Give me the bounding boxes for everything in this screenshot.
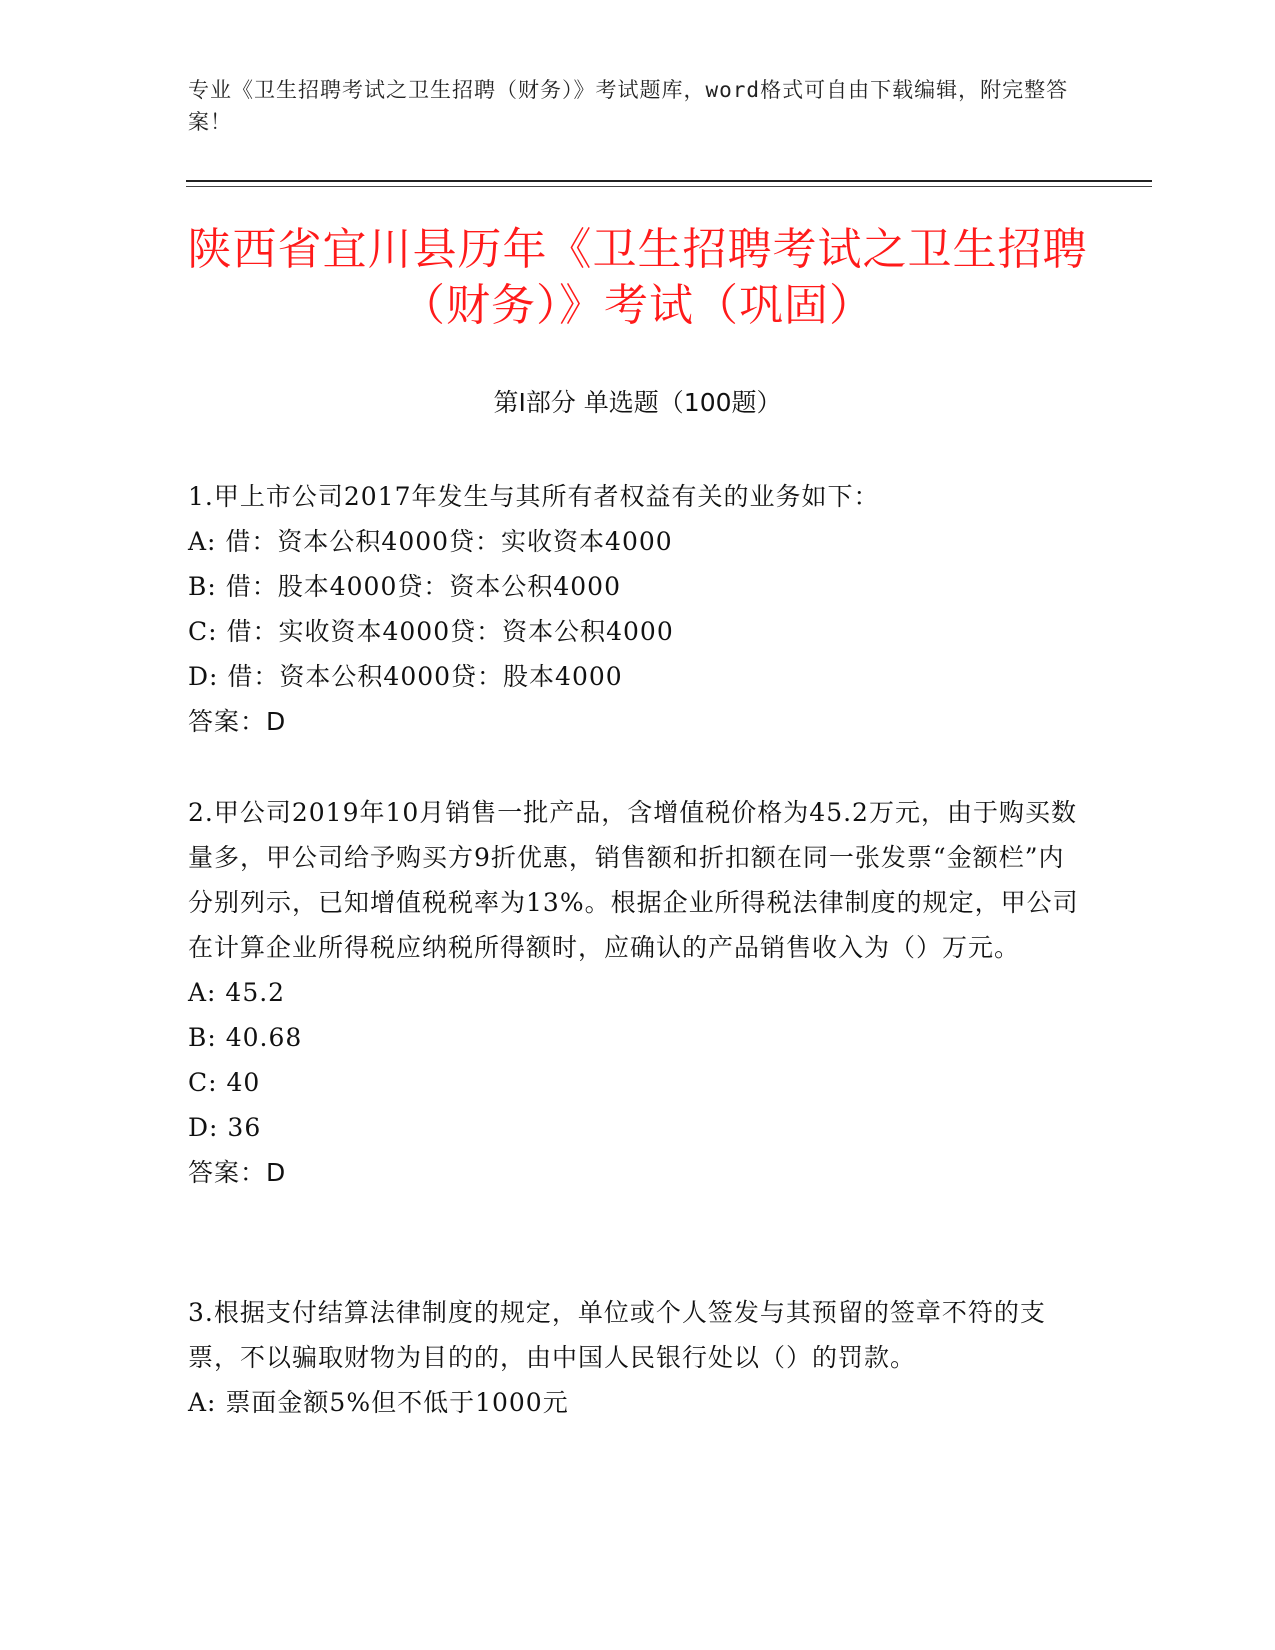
option-b: B: 借：股本4000贷：资本公积4000: [188, 572, 621, 601]
header-note: 专业《卫生招聘考试之卫生招聘（财务）》考试题库，word格式可自由下载编辑，附完整答案！: [188, 78, 1069, 134]
option-d: D: 借：资本公积4000贷：股本4000: [188, 662, 623, 691]
option-c: C: 40: [188, 1068, 261, 1097]
question-3: [188, 1290, 1088, 1425]
option-d: D: 36: [188, 1113, 262, 1142]
question-stem: 1.甲上市公司2017年发生与其所有者权益有关的业务如下：: [188, 482, 880, 511]
option-a: A: 票面金额5%但不低于1000元: [188, 1388, 569, 1417]
header-divider-thick: [186, 180, 1152, 182]
question-stem: 2.甲公司2019年10月销售一批产品，含增值税价格为45.2万元，由于购买数量多，甲公司给予购买方9折优惠，销售额和折扣额在同一张发票“金额栏”内分别列示，已知增值税税率为13%。根据企业所得税法律制度的规定，甲公司在计算企业所得税应纳税所得额时，应确认的产品销售收入为（）万元。: [188, 798, 1079, 962]
document-title: 陕西省宜川县历年《卫生招聘考试之卫生招聘（财务）》考试（巩固）: [187, 224, 1088, 331]
option-b: B: 40.68: [188, 1023, 303, 1052]
option-c: C: 借：实收资本4000贷：资本公积4000: [188, 617, 674, 646]
question-1: [188, 474, 1088, 744]
header-divider-thin: [186, 186, 1152, 187]
option-a: A: 借：资本公积4000贷：实收资本4000: [188, 527, 673, 556]
question-stem: 3.根据支付结算法律制度的规定，单位或个人签发与其预留的签章不符的支票，不以骗取财物为目的的，由中国人民银行处以（）的罚款。: [188, 1298, 1046, 1372]
question-2: [188, 790, 1088, 1195]
section-title: 第I部分 单选题（100题）: [493, 388, 782, 417]
answer: 答案：D: [188, 707, 287, 736]
option-a: A: 45.2: [188, 978, 286, 1007]
answer: 答案：D: [188, 1158, 287, 1187]
